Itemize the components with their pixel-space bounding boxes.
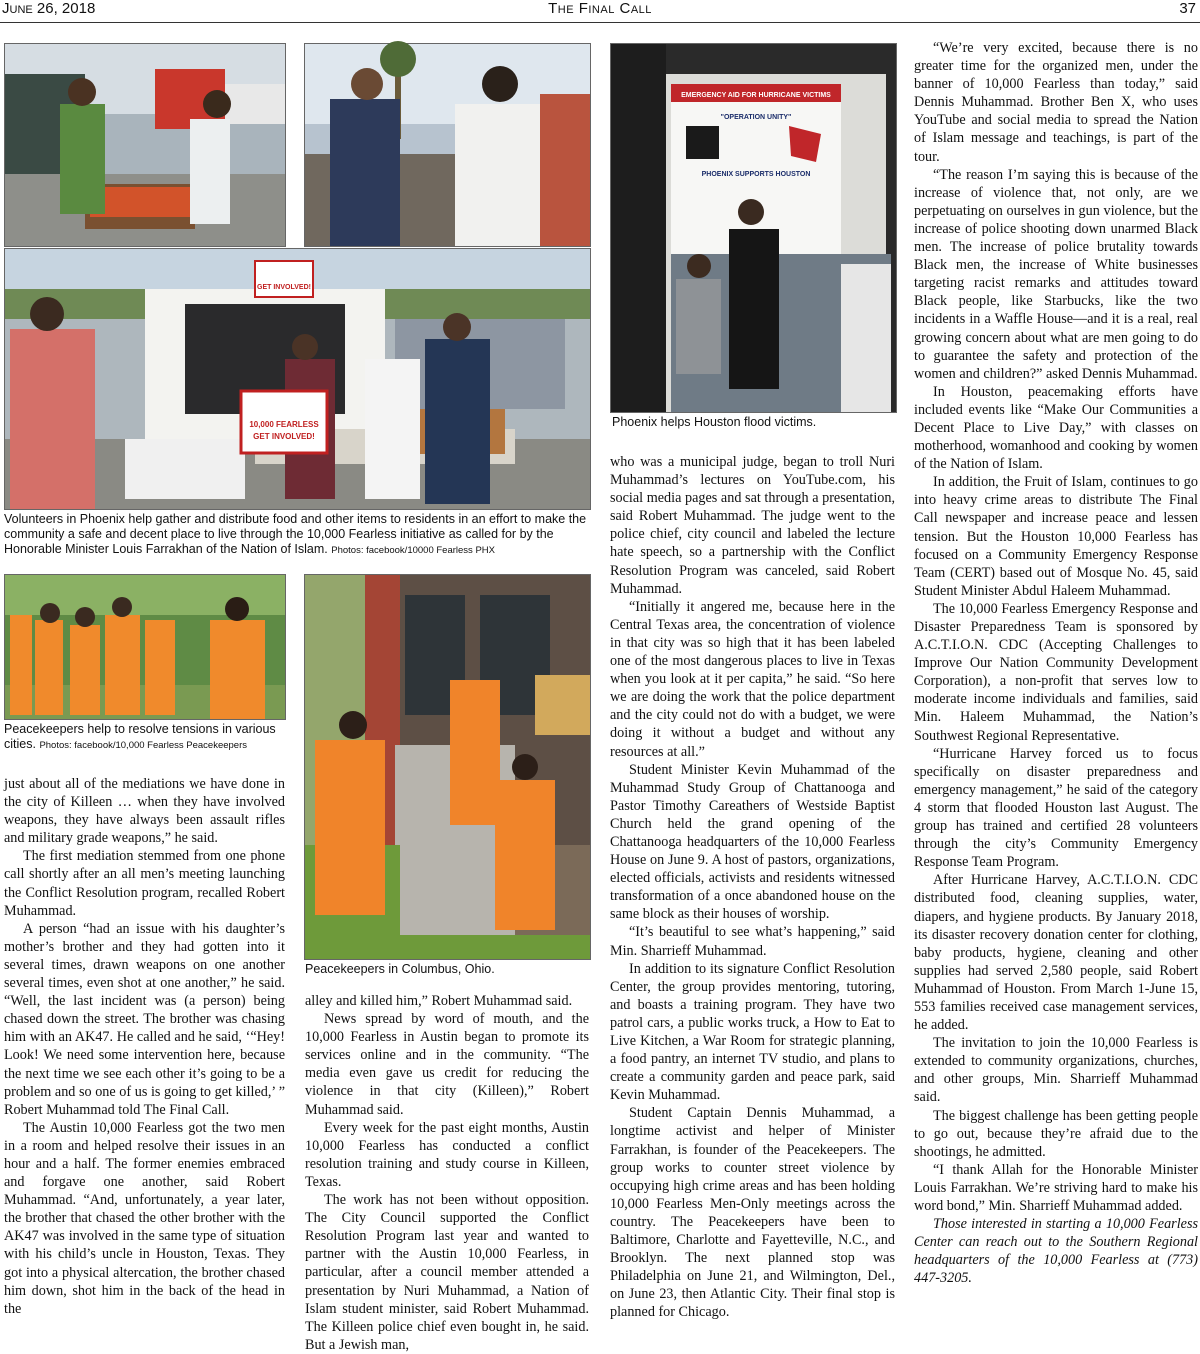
article-paragraph: After Hurricane Harvey, A.C.T.I.O.N. CDC distributed food, cleaning supplies, water, diapers, and hygiene products. By January 2018, its disaster recovery donation center for clothing, baby products, hygiene, cleaning and other supplies had served 2,580 people, said Robert Muhammad of Houston. From March 1-June 15, 553 families received case management services, he added. [914, 872, 1198, 1034]
article-paragraph: In Houston, peacemaking efforts have included events like “Make Our Communities a Decent Place to Live Day,” with classes on motherhood, womanhood and cooking by women of the Nation of Islam. [914, 383, 1198, 473]
phoenix-caption-text: Phoenix helps Houston flood victims. [612, 415, 817, 429]
article-paragraph: The Austin 10,000 Fearless got the two men in a room and helped resolve their issues in an hour and a half. The former enemies embraced and forgave one another, said Robert Muhammad. “And, unfortunately, a year later, the brother that chased the other brother with the AK47 was involved in the same type of situation with his child’s uncle in Houston, Texas. They got into a physical altercation, the brother chased him down, shot him in the back of the head in the [4, 1119, 285, 1317]
article-paragraph: just about all of the mediations we have done in the city of Killeen … when they have involved weapons, they have always been assault rifles and military grade weapons,” he said. [4, 776, 285, 847]
peacekeepers-caption-credit: Photos: facebook/10,000 Fearless Peacekeepers [39, 740, 247, 751]
photo-peacekeepers-columbus [304, 574, 591, 960]
banner-subhead: "OPERATION UNITY" [720, 114, 792, 121]
article-paragraph: News spread by word of mouth, and the 10,000 Fearless in Austin began to promote its services online and in the community. “The media even gave us credit for reducing the violence in that city (Killeen),” Robert Muhammad said. [305, 1011, 589, 1118]
phoenix-caption [612, 415, 894, 430]
article-column-4 [914, 39, 1198, 1297]
article-column-1 [4, 775, 285, 1317]
photo-hurricane-relief-truck [610, 43, 897, 413]
article-paragraph: “I thank Allah for the Honorable Minister Louis Farrakhan. We’re striving hard to make his word bond,” Min. Sharrieff Muhammad added. [914, 1161, 1198, 1214]
article-paragraph: A person “had an issue with his daughter’s mother’s brother and they had gotten into it several times, drawn weapons on one another several times, even shot at one another,” he said. “Well, the last incident was (a person) being chased down the street. The brother was chasing him with an AK47. He called and he said, ‘“Hey! Look! We need some intervention here, because the next time we see each other it’s going to be a problem and so one of us is going to get killed,’ ” Robert Muhammad told The Final Call. [4, 920, 285, 1118]
banner-tagline: PHOENIX SUPPORTS HOUSTON [701, 171, 811, 178]
large-sign-line-2: GET INVOLVED! [253, 432, 315, 441]
peacekeepers-caption-text: Peacekeepers help to resolve tensions in various cities. [4, 722, 276, 751]
article-paragraph: The first mediation stemmed from one phone call shortly after an all men’s meeting launching the Conflict Resolution program, recalled Robert Muhammad. [4, 848, 285, 919]
article-paragraph: “Initially it angered me, because here in the Central Texas area, the concentration of violence in that city was so high that it has been labeled one of the most dangerous places to live in Texas when you look at it per capita,” he said. “So here we are doing the work that the police department and the city could not do with a budget, we were doing it without a budget and without any resources at all.” [610, 598, 895, 760]
photo-peacekeepers-group [4, 574, 286, 720]
main-caption-credit: Photos: facebook/10000 Fearless PHX [331, 545, 495, 556]
photo-hurricane-relief-truck-image [611, 44, 896, 412]
article-paragraph: alley and killed him,” Robert Muhammad said. [305, 993, 573, 1009]
article-paragraph: “We’re very excited, because there is no greater time for the organized men, under the banner of 10,000 Fearless than today,” said Dennis Muhammad. Brother Ben X, who uses YouTube and social media to spread the Nation of Islam message and teachings, is part of the tour. [914, 40, 1198, 165]
article-paragraph: The biggest challenge has been getting people to go out, because they’re afraid due to the shootings, he admitted. [914, 1107, 1198, 1160]
large-sign-line-1: 10,000 FEARLESS [249, 420, 319, 429]
photo-volunteers-handout-image [305, 44, 590, 246]
article-column-2 [305, 992, 589, 1353]
page-header [0, 0, 1200, 23]
photo-volunteers-tomatoes [4, 43, 286, 247]
columbus-caption-text: Peacekeepers in Columbus, Ohio. [305, 962, 495, 976]
photo-volunteers-handout [304, 43, 591, 247]
photo-peacekeepers-group-image [5, 575, 285, 719]
small-sign-text: GET INVOLVED! [257, 284, 311, 291]
article-column-3 [610, 453, 895, 1321]
photo-food-distribution-image [5, 249, 590, 509]
article-paragraph: Student Minister Kevin Muhammad of the Muhammad Study Group of Chattanooga and Pastor Timothy Careathers of Westside Baptist Church held the grand opening of the Chattanooga headquarters of the 10,000 Fearless House on June 9. A host of pastors, organizations, elected officials, activists and residents witnessed transformation of a once abandoned house on the same block as their houses of worship. [610, 761, 895, 923]
article-paragraph: who was a municipal judge, began to troll Nuri Muhammad’s lectures on YouTube.com, his social media pages and sat through a presentation, said Robert Muhammad. The judge went to the police chief, city council and labeled the lecture hate speech, so a partnership with the Conflict Resolution Program was canceled, said Robert Muhammad. [610, 454, 895, 597]
article-paragraph: In addition to its signature Conflict Resolution Center, the group provides mentoring, tutoring, and boasts a training program. They have two patrol cars, a public works truck, a How to Eat to Live Kitchen, a War Room for strategic planning, a food pantry, an internet TV studio, and plans to create a community garden and peace park, said Kevin Muhammad. [610, 960, 895, 1104]
publication-name: The Final Call [548, 0, 652, 17]
article-paragraph: The invitation to join the 10,000 Fearless is extended to community organizations, churches, and other groups, Min. Sharrieff Muhammad said. [914, 1035, 1198, 1106]
main-photo-caption [4, 512, 590, 558]
banner-headline: EMERGENCY AID FOR HURRICANE VICTIMS [681, 92, 831, 99]
article-paragraph: “The reason I’m saying this is because of the increase of violence that, not only, are we perpetuating on ourselves in gun violence, but the increase of police shooting down unarmed Black men. The increase of police brutality towards Black men, the increase of White businesses targeting racist remarks and attitudes toward Black people, like Starbucks, like the two incidents in a Waffle House—and it is a real, real growing concern about what are men going to do to guarantee the safety and protection of the women and children?” asked Dennis Muhammad. [914, 166, 1198, 382]
photo-volunteers-tomatoes-image [5, 44, 285, 246]
peacekeepers-caption [4, 722, 286, 753]
article-paragraph: Every week for the past eight months, Austin 10,000 Fearless has conducted a conflict resolution training and study course in Killeen, Texas. [305, 1119, 589, 1190]
article-paragraph: “Hurricane Harvey forced us to focus specifically on disaster preparedness and emergency management,” he said of the category 4 storm that flooded Houston last August. The group has trained and certified 28 volunteers through the city’s Community Emergency Response Team Program. [914, 745, 1198, 871]
main-caption-text: Volunteers in Phoenix help gather and distribute food and other items to residents in an effort to make the community a safe and decent place to live through the 10,000 Fearless initiative as called for by the Honorable Minister Louis Farrakhan of the Nation of Islam. [4, 512, 587, 556]
article-closing-note: Those interested in starting a 10,000 Fearless Center can reach out to the Southern Regional headquarters of the 10,000 Fearless at (773) 447-3205. [914, 1216, 1198, 1287]
page-number: 37 [1179, 0, 1196, 17]
issue-date: June 26, 2018 [2, 0, 96, 17]
photo-peacekeepers-columbus-image [305, 575, 590, 959]
article-paragraph: The 10,000 Fearless Emergency Response and Disaster Preparedness Team is sponsored by A.C.T.I.O.N. CDC (Accepting Challenges to Improve Our Nation Community Development Corporation), a non-profit that serves low to moderate income individuals and families, said Min. Haleem Muhammad, the Nation’s Southwest Regional Representative. [914, 600, 1198, 744]
article-paragraph: Student Captain Dennis Muhammad, a longtime activist and helper of Minister Farrakhan, is founder of the Peacekeepers. The group works to counter street violence by occupying high crime areas and has been holding 10,000 Fearless Men-Only meetings across the country. The Peacekeepers have been to Baltimore, Charlotte and Fayetteville, N.C., and Brooklyn. The next planned stop was Philadelphia on June 21, and Wilmington, Del., on June 23, then Atlantic City. Their final stop is planned for Chicago. [610, 1105, 895, 1321]
article-paragraph: The work has not been without opposition. The City Council supported the Conflict Resolution Program last year and wanted to partner with the Austin 10,000 Fearless, in particular, after a council member attended a presentation by Nuri Muhammad, a Nation of Islam student minister, said Robert Muhammad. The Killeen police chief even bought in, he said. But a Jewish man, [305, 1192, 589, 1353]
columbus-caption [305, 962, 587, 977]
photo-food-distribution [4, 248, 591, 510]
article-paragraph: In addition, the Fruit of Islam, continues to go into heavy crime areas to distribute The Final Call newspaper and increase peace and lessen tension. But the Houston 10,000 Fearless has focused on a Community Emergency Response Team (CERT) based out of Mosque No. 45, said Student Minister Abdul Haleem Muhammad. [914, 474, 1198, 599]
article-paragraph: “It’s beautiful to see what’s happening,” said Min. Sharrieff Muhammad. [610, 924, 895, 959]
